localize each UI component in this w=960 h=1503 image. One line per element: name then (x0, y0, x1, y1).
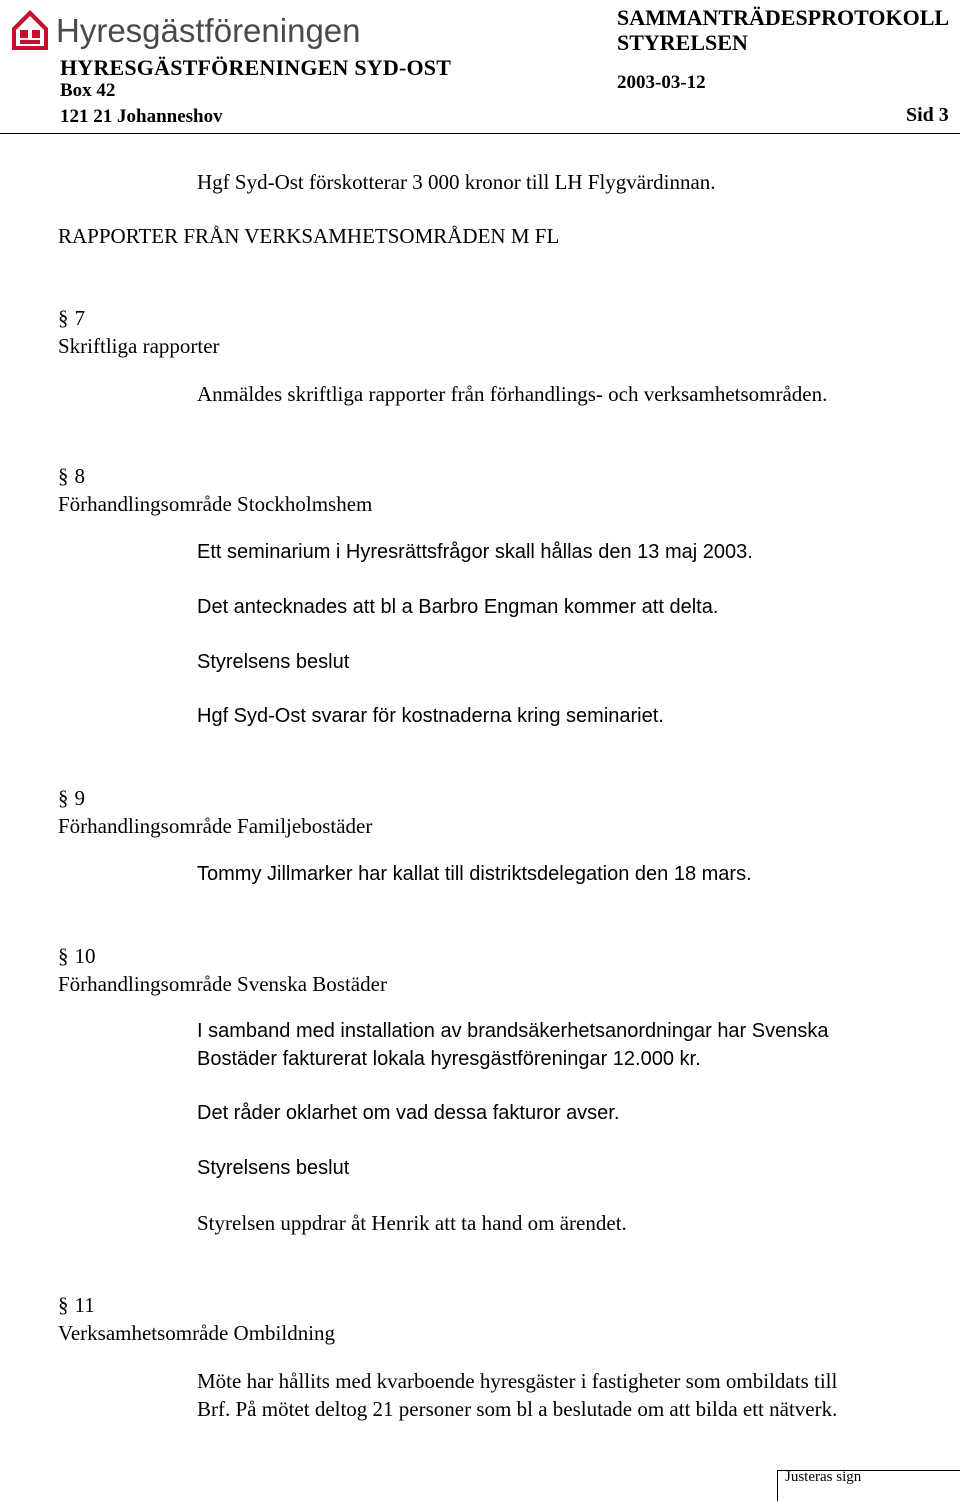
section-number (58, 1293, 95, 1318)
section-number (58, 464, 85, 489)
section-paragraph: Möte har hållits med kvarboende hyresgäster i fastigheter som ombildats till (197, 1369, 838, 1393)
section-paragraph: Hgf Syd-Ost svarar för kostnaderna kring seminariet. (197, 705, 664, 727)
section-title: Verksamhetsområde Ombildning (58, 1321, 336, 1345)
house-logo-icon (8, 4, 368, 56)
section-title: Förhandlingsområde Familjebostäder (58, 814, 373, 838)
reports-heading: RAPPORTER FRÅN VERKSAMHETSOMRÅDEN M FL (58, 224, 560, 248)
intro-paragraph: Hgf Syd-Ost förskotterar 3 000 kronor till LH Flygvärdinnan. (197, 170, 716, 194)
paragraph-sign: § (58, 464, 69, 488)
section-number-value: 11 (74, 1293, 95, 1317)
logo-wordmark: Hyresgästföreningen (56, 12, 361, 49)
section-paragraph: Ett seminarium i Hyresrättsfrågor skall hållas den 13 maj 2003. (197, 541, 753, 563)
organization-name: HYRESGÄSTFÖRENINGEN SYD-OST (60, 55, 452, 80)
organization-logo (8, 4, 368, 56)
signature-label: Justeras sign (785, 1469, 862, 1485)
meeting-date: 2003-03-12 (617, 72, 706, 93)
postal-box: Box 42 (60, 80, 116, 101)
paragraph-sign: § (58, 1293, 69, 1317)
section-number-value: 9 (74, 786, 85, 810)
section-number (58, 786, 85, 811)
section-number-value: 7 (74, 306, 85, 330)
section-number (58, 306, 85, 331)
section-title: Förhandlingsområde Stockholmshem (58, 492, 373, 516)
section-paragraph: Styrelsen uppdrar åt Henrik att ta hand om ärendet. (197, 1211, 627, 1235)
decision-heading: Styrelsens beslut (197, 651, 350, 673)
page-number: Sid 3 (906, 104, 949, 126)
section-number-value: 8 (74, 464, 85, 488)
section-title: Förhandlingsområde Svenska Bostäder (58, 972, 387, 996)
section-paragraph: Brf. På mötet deltog 21 personer som bl a beslutade om att bilda ett nätverk. (197, 1397, 838, 1421)
section-paragraph: Anmäldes skriftliga rapporter från förhandlings- och verksamhetsområden. (197, 382, 828, 406)
board-name: STYRELSEN (617, 30, 748, 55)
section-paragraph: I samband med installation av brandsäkerhetsanordningar har Svenska (197, 1020, 829, 1042)
section-paragraph: Det råder oklarhet om vad dessa fakturor avser. (197, 1102, 620, 1124)
header-divider (0, 133, 960, 134)
paragraph-sign: § (58, 306, 69, 330)
section-paragraph: Det antecknades att bl a Barbro Engman kommer att delta. (197, 596, 719, 618)
decision-heading: Styrelsens beslut (197, 1157, 350, 1179)
paragraph-sign: § (58, 944, 69, 968)
postal-address: 121 21 Johanneshov (60, 106, 223, 127)
section-number (58, 944, 96, 969)
paragraph-sign: § (58, 786, 69, 810)
section-number-value: 10 (74, 944, 96, 968)
section-paragraph: Tommy Jillmarker har kallat till distriktsdelegation den 18 mars. (197, 863, 752, 885)
document-type: SAMMANTRÄDESPROTOKOLL (617, 5, 950, 30)
section-paragraph: Bostäder fakturerat lokala hyresgästföreningar 12.000 kr. (197, 1048, 701, 1070)
section-title: Skriftliga rapporter (58, 334, 220, 358)
